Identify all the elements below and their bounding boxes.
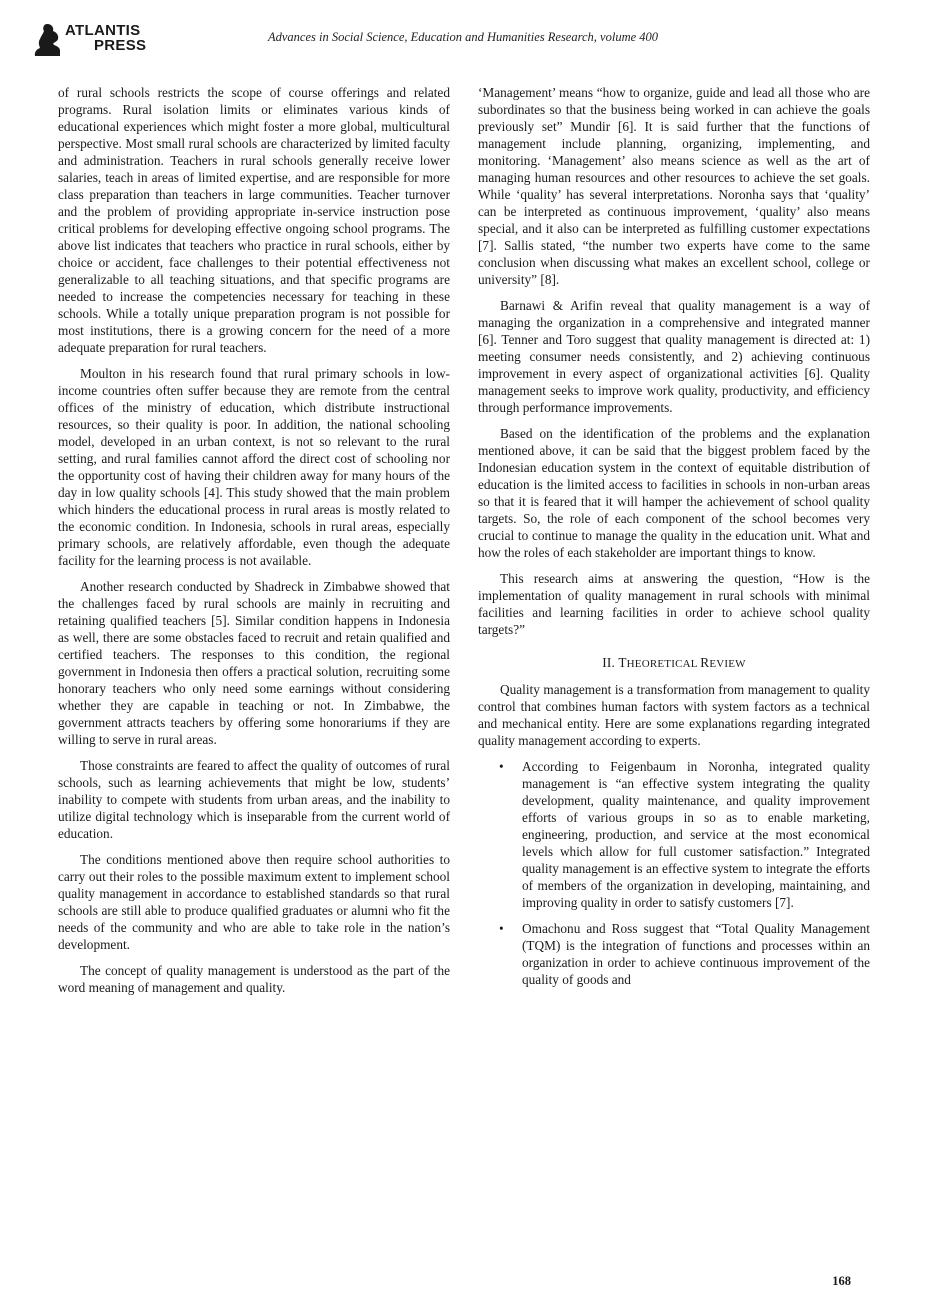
left-paragraph-6: The concept of quality management is understood as the part of the word meaning of management and quality. (58, 963, 450, 995)
bullet-item-2 (478, 920, 870, 988)
right-paragraph-4: This research aims at answering the question, “How is the implementation of quality management in rural schools with minimal facilities and learning facilities in order to achieve school quality targets?” (478, 571, 870, 637)
bullet-text: According to Feigenbaum in Noronha, integrated quality management is “an effective system integrating the quality development, quality maintenance, and quality improvement efforts of various groups in so as to enable marketing, engineering, production, and service at the most economical levels which allow for full customer satisfaction.” Integrated quality management is an effective system to integrate the efforts of members of the organization in developing, maintaining, and improving quality in order to satisfy customers [7]. (522, 759, 870, 910)
right-paragraph-3: Based on the identification of the problems and the explanation mentioned above, it can be said that the biggest problem faced by the Indonesian education system in the context of equitable distribution of education is the limited access to facilities in schools in non-urban areas so that it is feared that it will hamper the achievement of school quality targets. So, the role of each component of the school becomes very crucial to continue to manage the quality in the education unit. What and how the roles of each stakeholder are important things to know. (478, 426, 870, 560)
left-paragraph-4: Those constraints are feared to affect the quality of outcomes of rural schools, such as learning achievements that might be low, students’ inability to compete with students from urban areas, and the inability to utilize digital technology which is inseparable from the current world of education. (58, 758, 450, 841)
section-word2-rest: EVIEW (709, 658, 746, 670)
bullet-text: Omachonu and Ross suggest that “Total Quality Management (TQM) is the integration of functions and processes within an organization in order to achieve continuous improvement of the quality of goods and (522, 921, 870, 987)
running-title: Advances in Social Science, Education and Humanities Research, volume 400 (267, 30, 659, 44)
left-column (58, 84, 450, 1005)
section-heading-theoretical-review (478, 654, 870, 673)
section-numeral: II. T (602, 655, 627, 670)
bullet-item-1 (478, 758, 870, 911)
left-paragraph-3: Another research conducted by Shadreck in Zimbabwe showed that the challenges faced by rural schools are mainly in recruiting and retaining qualified teachers [5]. Similar condition happens in Indonesia as well, there are some obstacles faced to recruit and retain qualified and certified teachers. The responses to this condition, the regional government in Indonesia then offers a practical solution, recruiting some honorary teachers who only need some earnings without considering whether they are capable in teaching or not. In Zimbabwe, the government attracts teachers by offering some honorariums if they are willing to serve in rural areas. (58, 579, 450, 747)
right-paragraph-1: ‘Management’ means “how to organize, guide and lead all those who are subordinates so that the business being worked in can achieve the goals previously set” Mundir [6]. It is said further that the functions of management include planning, organizing, implementing, and monitoring. ‘Management’ also means science as well as the art of managing human resources and other resources to achieve the set goals. While ‘quality’ has several interpretations. Noronha says that ‘quality’ can be interpreted as continuous improvement, ‘quality’ also means special, and it also can be interpreted as fulfilling customer expectations [7]. Sallis stated, “the number two experts have come to the same conclusion when discussing what makes an excellent school, college or university” [8]. (478, 85, 870, 287)
bullet-marker: • (499, 921, 504, 936)
publisher-line2: PRESS (94, 37, 147, 54)
left-paragraph-2: Moulton in his research found that rural primary schools in low-income countries often suffer because they are remote from the central offices of the ministry of education, which distribute instructional resources, so their quality is poor. In addition, the national schooling model, developed in an urban context, is not so relevant to the rural setting, and rural families cannot afford the direct cost of schooling nor the opportunity cost of having their children away for many hours of the day in low quality schools [4]. This study showed that the main problem which hinders the educational process in rural areas is mostly related to the economic condition. In Indonesia, schools in rural areas, especially primary schools, are relatively affordable, even though the adequate facility for the learning process is not available. (58, 366, 450, 568)
section-paragraph: Quality management is a transformation from management to quality control that combines human factors with system factors as a technical and mechanical entity. Here are some explanations regarding integrated quality management according to experts. (478, 682, 870, 748)
right-paragraph-2: Barnawi & Arifin reveal that quality management is a way of managing the organization in a comprehensive and integrated manner [6]. Tenner and Toro suggest that quality management is directed at: 1) meeting consumer needs consistently, and 2) achieving continuous improvement in every aspect of organizational activities [6]. Quality management seeks to improve work quality, productivity, and efficiency through performance improvements. (478, 298, 870, 415)
left-paragraph-1: of rural schools restricts the scope of course offerings and related programs. Rural isolation limits or eliminates various kinds of educational experiences which might foster a more global, multicultural perspective. Most small rural schools are characterized by limited faculty and administration. Teachers in rural schools generally receive lower salaries, teach in areas of limited expertise, and are responsible for more class preparation than teachers in large communities. Teacher turnover and the problem of providing appropriate in-service instruction pose critical problems for developing effective ongoing school programs. The above list indicates that teachers who practice in rural schools, either by choice or accident, face challenges to their potential effectiveness not generalizable to all teaching situations, and that specific programs are needed to increase the competencies necessary for teaching in these schools. While a totally unique preparation program is not possible for most institutions, there is a growing concern for the need of a more adequate preparation for rural teachers. (58, 85, 450, 355)
section-word1-rest: HEORETICAL (626, 658, 701, 670)
publisher-line1: ATLANTIS (65, 22, 141, 39)
bullet-list (478, 758, 870, 988)
page-number: 168 (832, 1274, 851, 1288)
bullet-marker: • (499, 759, 504, 774)
right-column (478, 84, 870, 997)
section-word2-cap: R (700, 655, 710, 670)
left-paragraph-5: The conditions mentioned above then require school authorities to carry out their roles to the possible maximum extent to implement school quality management in accordance to established standards so that rural schools are still able to produce qualified graduates or alumni who fit the needs of the community and who are able to take role in the nation’s development. (58, 852, 450, 952)
